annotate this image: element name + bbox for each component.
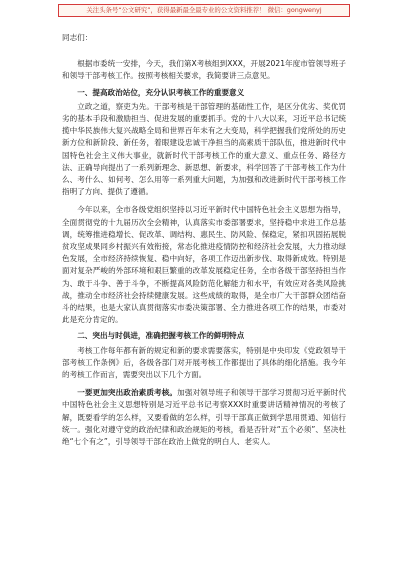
body-paragraph: 今年以来，全市各级党组织坚持以习近平新时代中国特色社会主义思想为指导，全面贯彻党的十九届历次全会精神，认真落实市委部署要求，坚持稳中求进工作总基调，统筹推进稳增长、促改革、调结构、惠民生、防风险、保稳定，紧扣巩固拓展脱贫攻坚成果同乡村振兴有效衔接，常态化推进疫情防控和经济社会发展，大力推动绿色发展，全市经济持续恢复、稳中向好，各项工作迈出新步伐、取得新成效。特别是面对复杂严峻的外部环境和艰巨繁重的改革发展稳定任务，全市各级干部坚持担当作为、敢于斗争、善于斗争，不断提高风险防范化解能力和水平，有效应对各类风险挑战，推动全市经济社会持续健康发展。这些成绩的取得，是全市广大干部群众团结奋斗的结果，也是大家认真贯彻落实市委决策部署、全力推进各项工作的结果，市委对此是充分肯定的。 — [62, 205, 346, 325]
intro-paragraph: 根据市委统一安排，今天，我们第X考核组到XXX，开展2021年度市管领导班子和领导干部考核工作。按照考核相关要求，我简要讲三点意见。 — [62, 59, 346, 81]
paragraph-lead: 一要更加突出政治素质考核。 — [77, 388, 178, 398]
salutation: 同志们： — [62, 33, 93, 42]
section-heading-2: 二、突出与时俱进，准确把握考核工作的鲜明特点 — [77, 331, 245, 341]
paragraph-text: 加强对领导班子和领导干部学习贯彻习近平新时代中国特色社会主义思想特别是习近平总书记考察XXX时重要讲话精神情况的考核了解，既要看学的怎么样，又要看做的怎么样，引导干部真正做到学思用贯通、知信行统一。强化对遵守党的政治纪律和政治规矩的考核，看是否针对“五个必须”、坚决杜绝“七个有之”，引导领导干部在政治上做党的明白人、老实人。 — [62, 388, 347, 447]
body-paragraph: 立政之道，察吏为先。干部考核是干部管理的基础性工作，是区分优劣、奖优罚劣的基本手段和激励担当、促进发展的重要抓手。党的十八大以来，习近平总书记统揽中华民族伟大复兴战略全局和世界百年未有之大变局，科学把握我们党所处的历史新方位和新阶段、新任务，着眼建设忠诚干净担当的高素质干部队伍，推进新时代中国特色社会主义伟大事业，就新时代干部考核工作的重大意义、重点任务、路径方法、正确导向提出了一系列新理念、新思想、新要求，科学回答了干部考核工作为什么、考什么、如何考、怎么用等一系列重大问题，为加强和改进新时代干部考核工作指明了方向、提供了遵循。 — [62, 101, 346, 197]
section-heading-1: 一、提高政治站位，充分认识考核工作的重要意义 — [77, 87, 245, 97]
body-paragraph-political — [62, 387, 346, 448]
body-paragraph: 考核工作每年都有新的规定和新的要求需要落实，特别是中央印发《党政领导干部考核工作条例》后，各级各部门对开展考核工作都提出了具体的细化措施。我今年的考核工作而言，需要突出以下几个方面。 — [62, 345, 346, 380]
promo-banner[interactable]: 关注头条号“公文研究”，获得最新最全最专业的公文资料推荐！ 微信：gongwenyj — [58, 4, 350, 17]
document-body — [62, 32, 346, 448]
